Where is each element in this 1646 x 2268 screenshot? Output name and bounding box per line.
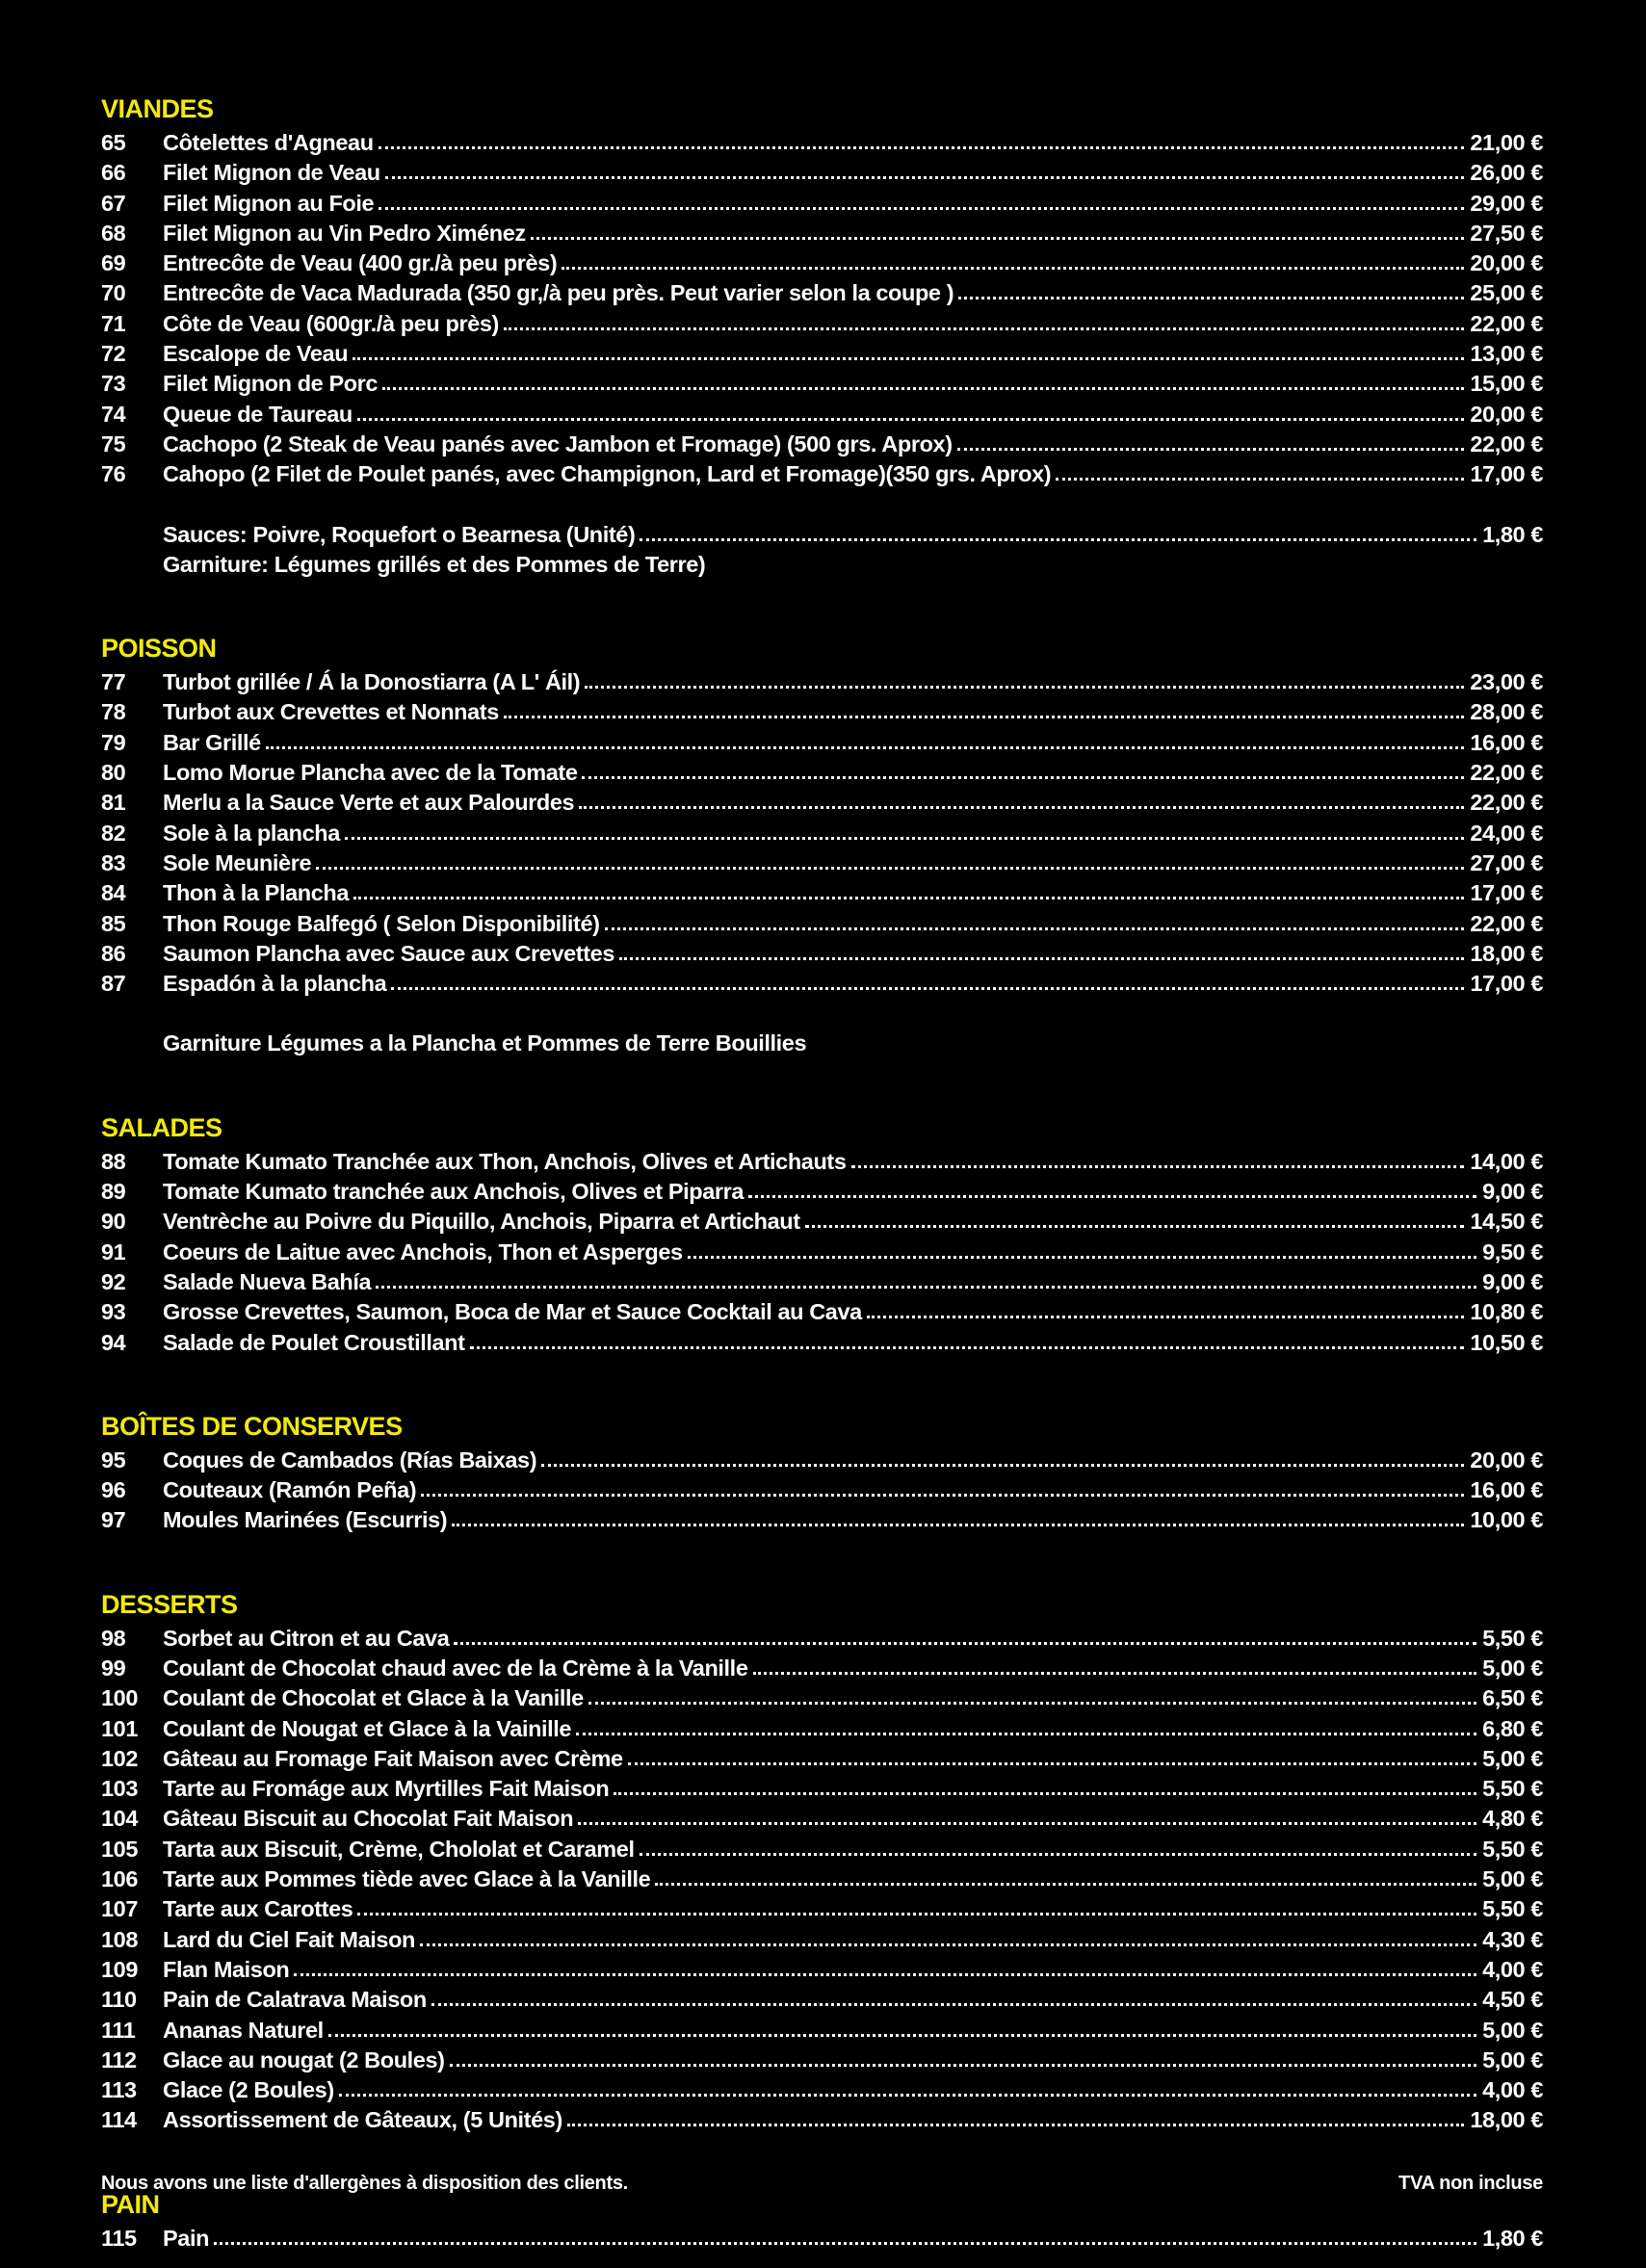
item-number: 101	[101, 1715, 139, 1741]
menu-item-row	[101, 2046, 1543, 2075]
item-name: Gâteau au Fromage Fait Maison avec Crème	[163, 1745, 623, 1771]
item-price: 9,50 €	[1482, 1238, 1543, 1264]
menu-item-row	[101, 189, 1543, 219]
menu-item-row	[101, 1683, 1543, 1713]
menu-item-row	[101, 728, 1543, 758]
item-number: 81	[101, 790, 126, 816]
item-name: Merlu a la Sauce Verte et aux Palourdes	[163, 790, 575, 816]
item-number: 70	[101, 280, 126, 306]
item-price: 22,00 €	[1470, 430, 1543, 456]
menu-item-row	[101, 1894, 1543, 1924]
dot-leader	[339, 2075, 1476, 2097]
item-number: 99	[101, 1655, 126, 1681]
item-name: Lomo Morue Plancha avec de la Tomate	[163, 760, 578, 786]
item-name: Tomate Kumato tranchée aux Anchois, Olives et Piparra	[163, 1179, 745, 1205]
item-name: Thon à la Plancha	[163, 880, 349, 906]
item-price: 14,00 €	[1470, 1148, 1543, 1174]
item-number: 90	[101, 1209, 126, 1235]
item-number: 104	[101, 1806, 139, 1832]
dot-leader	[585, 667, 1464, 689]
menu-item-row	[101, 1328, 1543, 1358]
item-price: 10,80 €	[1470, 1299, 1543, 1325]
menu-item-row	[101, 459, 1543, 489]
item-price: 26,00 €	[1470, 160, 1543, 186]
menu-section	[101, 634, 1543, 1059]
dot-leader	[357, 400, 1465, 421]
item-name: Lard du Ciel Fait Maison	[163, 1926, 415, 1952]
menu-sections	[101, 94, 1543, 2254]
item-price: 24,00 €	[1470, 820, 1543, 846]
menu-item-row	[101, 758, 1543, 788]
dot-leader	[748, 1177, 1476, 1198]
menu-item-row	[101, 219, 1543, 248]
item-price: 4,00 €	[1482, 1956, 1543, 1982]
menu-item-row	[101, 2075, 1543, 2105]
item-number: 79	[101, 729, 126, 755]
item-name: Cahopo (2 Filet de Poulet panés, avec Champignon, Lard et Fromage)(350 grs. Aprox)	[163, 461, 1052, 487]
menu-item-row	[101, 128, 1543, 158]
item-number: 98	[101, 1625, 126, 1651]
menu-item-row	[101, 788, 1543, 818]
item-number: 75	[101, 430, 126, 456]
footer	[101, 2173, 1543, 2195]
item-name: Bar Grillé	[163, 729, 261, 755]
dot-leader	[851, 1147, 1465, 1168]
dot-leader	[531, 219, 1465, 240]
item-price: 13,00 €	[1470, 341, 1543, 367]
dot-leader	[655, 1864, 1476, 1886]
menu-item-row	[101, 909, 1543, 939]
item-number: 67	[101, 190, 126, 216]
item-name: Tarte aux Carottes	[163, 1896, 353, 1922]
item-price: 22,00 €	[1470, 910, 1543, 936]
item-name: Coulant de Chocolat chaud avec de la Crème à la Vanille	[163, 1655, 748, 1681]
dot-leader	[504, 309, 1464, 330]
item-name: Salade de Poulet Croustillant	[163, 1329, 465, 1355]
item-number: 115	[101, 2225, 137, 2251]
dot-leader	[640, 1835, 1476, 1856]
item-name: Tarta aux Biscuit, Crème, Chololat et Caramel	[163, 1836, 635, 1862]
item-number: 103	[101, 1776, 139, 1802]
item-number: 78	[101, 699, 126, 725]
item-name: Cachopo (2 Steak de Veau panés avec Jambon et Fromage) (500 grs. Aprox)	[163, 430, 953, 456]
item-name: Ananas Naturel	[163, 2017, 324, 2043]
item-number: 80	[101, 760, 126, 786]
item-number: 84	[101, 880, 126, 906]
item-name: Filet Mignon au Foie	[163, 190, 375, 216]
dot-leader	[541, 1446, 1464, 1467]
dot-leader	[379, 128, 1465, 149]
item-number: 96	[101, 1477, 126, 1503]
menu-item-row	[101, 819, 1543, 848]
item-price: 6,80 €	[1482, 1715, 1543, 1741]
dot-leader	[562, 248, 1464, 270]
item-number: 111	[101, 2017, 136, 2043]
menu-item-row	[101, 1804, 1543, 1834]
item-number: 83	[101, 849, 126, 875]
section-heading: VIANDES	[101, 94, 214, 123]
dot-leader	[316, 848, 1464, 870]
item-number: 107	[101, 1896, 139, 1922]
dot-leader	[688, 1238, 1476, 1259]
menu-item-row	[101, 1925, 1543, 1955]
item-name: Ventrèche au Poivre du Piquillo, Anchois, Piparra et Artichaut	[163, 1209, 800, 1235]
item-price: 23,00 €	[1470, 669, 1543, 695]
item-name: Queue de Taureau	[163, 401, 353, 427]
menu-item-row	[101, 969, 1543, 999]
item-name: Assortissement de Gâteaux, (5 Unités)	[163, 2107, 562, 2133]
item-price: 5,00 €	[1482, 2017, 1543, 2043]
menu-item-row	[101, 1774, 1543, 1804]
menu-item-row	[101, 430, 1543, 459]
item-number: 109	[101, 1956, 139, 1982]
dot-leader	[382, 369, 1464, 390]
item-number: 113	[101, 2077, 137, 2103]
item-number: 114	[101, 2107, 137, 2133]
item-price: 4,30 €	[1482, 1926, 1543, 1952]
note-text: Garniture Légumes a la Plancha et Pommes de Terre Bouillies	[163, 1030, 807, 1056]
item-price: 5,50 €	[1482, 1896, 1543, 1922]
menu-item-row	[101, 697, 1543, 727]
item-price: 9,00 €	[1482, 1268, 1543, 1294]
item-number: 88	[101, 1148, 126, 1174]
dot-leader	[605, 909, 1465, 930]
item-name: Glace (2 Boules)	[163, 2077, 334, 2103]
item-price: 10,00 €	[1470, 1507, 1543, 1533]
item-number: 108	[101, 1926, 139, 1952]
item-price: 5,00 €	[1482, 2046, 1543, 2072]
item-name: Filet Mignon au Vin Pedro Ximénez	[163, 220, 526, 246]
section-heading: SALADES	[101, 1112, 222, 1142]
section-heading: PAIN	[101, 2189, 160, 2219]
item-price: 14,50 €	[1470, 1209, 1543, 1235]
dot-leader	[628, 1744, 1476, 1765]
item-price: 5,00 €	[1482, 1745, 1543, 1771]
item-name: Turbot grillée / Á la Donostiarra (A L' Áil)	[163, 669, 581, 695]
item-name: Côte de Veau (600gr./à peu près)	[163, 310, 499, 336]
menu-item-row	[101, 1624, 1543, 1654]
item-price: 17,00 €	[1470, 461, 1543, 487]
item-number: 65	[101, 130, 126, 155]
item-price: 29,00 €	[1470, 190, 1543, 216]
menu-item-row	[101, 1955, 1543, 1985]
item-name: Tarte au Fromáge aux Myrtilles Fait Maison	[163, 1776, 610, 1802]
dot-leader	[450, 2046, 1477, 2067]
menu-item-row	[101, 1207, 1543, 1237]
item-name: Filet Mignon de Veau	[163, 160, 380, 186]
dot-leader	[504, 697, 1465, 718]
item-price: 27,50 €	[1470, 220, 1543, 246]
item-price: 6,50 €	[1482, 1685, 1543, 1711]
menu-item-row	[101, 339, 1543, 369]
item-name: Turbot aux Crevettes et Nonnats	[163, 699, 499, 725]
item-price: 17,00 €	[1470, 971, 1543, 997]
item-price: 17,00 €	[1470, 880, 1543, 906]
item-number: 73	[101, 371, 126, 397]
dot-leader	[452, 1505, 1464, 1526]
menu-section	[101, 94, 1543, 580]
menu-item-row	[101, 248, 1543, 278]
menu-item-row	[101, 309, 1543, 339]
item-price: 4,00 €	[1482, 2077, 1543, 2103]
dot-leader	[805, 1207, 1465, 1228]
item-number: 94	[101, 1329, 126, 1355]
item-number: 95	[101, 1447, 126, 1473]
dot-leader	[294, 1955, 1476, 1976]
dot-leader	[588, 1683, 1476, 1705]
item-price: 21,00 €	[1470, 130, 1543, 155]
note-row	[101, 550, 1543, 580]
item-price: 1,80 €	[1482, 2225, 1543, 2251]
section-heading: DESSERTS	[101, 1589, 238, 1619]
section-notes	[101, 520, 1543, 581]
item-name: Espadón à la plancha	[163, 971, 387, 997]
item-name: Gâteau Biscuit au Chocolat Fait Maison	[163, 1806, 574, 1832]
item-price: 5,50 €	[1482, 1836, 1543, 1862]
dot-leader	[470, 1328, 1465, 1349]
item-price: 20,00 €	[1470, 250, 1543, 276]
menu-item-row	[101, 1864, 1543, 1894]
allergen-note: Nous avons une liste d'allergènes à disposition des clients.	[101, 2173, 628, 2194]
note-row	[101, 1029, 1543, 1058]
section-heading: POISSON	[101, 634, 217, 664]
item-price: 20,00 €	[1470, 401, 1543, 427]
menu-item-row	[101, 1446, 1543, 1475]
menu-item-row	[101, 2016, 1543, 2046]
menu-item-row	[101, 2224, 1543, 2254]
menu-item-row	[101, 1835, 1543, 1864]
menu-section	[101, 2190, 1543, 2254]
menu-item-row	[101, 878, 1543, 908]
menu-item-row	[101, 1238, 1543, 1267]
item-name: Salade Nueva Bahía	[163, 1268, 372, 1294]
note-row	[101, 520, 1543, 550]
dot-leader	[353, 878, 1464, 899]
item-price: 22,00 €	[1470, 760, 1543, 786]
item-price: 25,00 €	[1470, 280, 1543, 306]
item-number: 87	[101, 971, 126, 997]
item-price: 5,50 €	[1482, 1776, 1543, 1802]
item-number: 68	[101, 220, 126, 246]
menu-item-row	[101, 400, 1543, 430]
item-name: Côtelettes d'Agneau	[163, 130, 374, 155]
dot-leader	[958, 278, 1464, 300]
menu-item-row	[101, 1297, 1543, 1327]
item-number: 100	[101, 1685, 139, 1711]
note-text: Garniture: Légumes grillés et des Pommes de Terre)	[163, 551, 706, 577]
item-number: 71	[101, 310, 126, 336]
dot-leader	[582, 758, 1464, 779]
dot-leader	[421, 1475, 1464, 1497]
section-notes	[101, 1029, 1543, 1058]
menu-item-row	[101, 369, 1543, 399]
dot-leader	[353, 339, 1464, 360]
dot-leader	[214, 2224, 1476, 2245]
item-name: Escalope de Veau	[163, 341, 349, 367]
item-price: 4,50 €	[1482, 1987, 1543, 2013]
menu-item-row	[101, 278, 1543, 308]
item-name: Entrecôte de Veau (400 gr./à peu près)	[163, 250, 558, 276]
menu-item-row	[101, 1475, 1543, 1505]
menu-item-row	[101, 1267, 1543, 1297]
item-name: Pain de Calatrava Maison	[163, 1987, 427, 2013]
dot-leader	[578, 1804, 1476, 1825]
item-price: 10,50 €	[1470, 1329, 1543, 1355]
dot-leader	[454, 1624, 1476, 1645]
item-name: Pain	[163, 2225, 210, 2251]
menu-item-row	[101, 2105, 1543, 2135]
menu-item-row	[101, 1714, 1543, 1744]
item-name: Glace au nougat (2 Boules)	[163, 2046, 445, 2072]
item-number: 72	[101, 341, 126, 367]
item-number: 93	[101, 1299, 126, 1325]
item-price: 22,00 €	[1470, 790, 1543, 816]
menu-item-row	[101, 1147, 1543, 1177]
item-name: Tomate Kumato Tranchée aux Thon, Anchois, Olives et Artichauts	[163, 1148, 847, 1174]
item-number: 77	[101, 669, 126, 695]
item-name: Filet Mignon de Porc	[163, 371, 379, 397]
dot-leader	[357, 1894, 1476, 1916]
menu-item-row	[101, 667, 1543, 697]
menu-item-row	[101, 848, 1543, 878]
menu-section	[101, 1113, 1543, 1358]
item-price: 4,80 €	[1482, 1806, 1543, 1832]
item-number: 74	[101, 401, 126, 427]
menu-item-row	[101, 939, 1543, 969]
dot-leader	[867, 1297, 1465, 1318]
dot-leader	[328, 2016, 1476, 2037]
dot-leader	[576, 1714, 1476, 1735]
item-price: 16,00 €	[1470, 729, 1543, 755]
item-name: Saumon Plancha avec Sauce aux Crevettes	[163, 940, 614, 966]
menu-item-row	[101, 1177, 1543, 1207]
item-number: 85	[101, 910, 126, 936]
note-text: Sauces: Poivre, Roquefort o Bearnesa (Unité)	[163, 521, 636, 547]
menu-section	[101, 1412, 1543, 1536]
item-price: 27,00 €	[1470, 849, 1543, 875]
menu-item-row	[101, 1744, 1543, 1774]
item-price: 15,00 €	[1470, 371, 1543, 397]
dot-leader	[1056, 459, 1464, 481]
item-name: Sole à la plancha	[163, 820, 340, 846]
dot-leader	[619, 939, 1464, 960]
item-name: Thon Rouge Balfegó ( Selon Disponibilité)	[163, 910, 600, 936]
menu-item-row	[101, 1985, 1543, 2015]
item-number: 102	[101, 1745, 139, 1771]
dot-leader	[753, 1654, 1477, 1675]
menu-item-row	[101, 158, 1543, 188]
item-number: 66	[101, 160, 126, 186]
item-price: 18,00 €	[1470, 2107, 1543, 2133]
item-price: 28,00 €	[1470, 699, 1543, 725]
menu-section	[101, 1590, 1543, 2136]
item-name: Coulant de Chocolat et Glace à la Vanille	[163, 1685, 584, 1711]
item-number: 97	[101, 1507, 126, 1533]
item-name: Sorbet au Citron et au Cava	[163, 1625, 450, 1651]
item-price: 5,00 €	[1482, 1655, 1543, 1681]
dot-leader	[420, 1925, 1476, 1946]
item-number: 82	[101, 820, 126, 846]
dot-leader	[957, 430, 1465, 451]
dot-leader	[376, 1267, 1476, 1289]
item-number: 86	[101, 940, 126, 966]
item-price: 22,00 €	[1470, 310, 1543, 336]
menu-item-row	[101, 1505, 1543, 1535]
note-price: 1,80 €	[1482, 521, 1543, 547]
dot-leader	[385, 158, 1465, 179]
item-name: Moules Marinées (Escurris)	[163, 1507, 448, 1533]
item-number: 76	[101, 461, 126, 487]
item-price: 18,00 €	[1470, 940, 1543, 966]
dot-leader	[391, 969, 1464, 990]
item-name: Flan Maison	[163, 1956, 290, 1982]
item-price: 5,00 €	[1482, 1866, 1543, 1892]
item-number: 110	[101, 1987, 137, 2013]
tva-note: TVA non incluse	[1398, 2173, 1543, 2194]
item-number: 92	[101, 1268, 126, 1294]
menu-item-row	[101, 1654, 1543, 1683]
item-price: 20,00 €	[1470, 1447, 1543, 1473]
dot-leader	[614, 1774, 1476, 1795]
item-name: Tarte aux Pommes tiède avec Glace à la Vanille	[163, 1866, 651, 1892]
dot-leader	[579, 788, 1464, 809]
dot-leader	[379, 189, 1464, 210]
dot-leader	[345, 819, 1465, 840]
item-price: 16,00 €	[1470, 1477, 1543, 1503]
item-number: 106	[101, 1866, 139, 1892]
dot-leader	[640, 520, 1476, 541]
dot-leader	[266, 728, 1465, 749]
item-number: 89	[101, 1179, 126, 1205]
section-heading: BOÎTES DE CONSERVES	[101, 1411, 403, 1441]
item-name: Coulant de Nougat et Glace à la Vainille	[163, 1715, 572, 1741]
dot-leader	[431, 1985, 1476, 2006]
item-name: Sole Meunière	[163, 849, 312, 875]
item-price: 9,00 €	[1482, 1179, 1543, 1205]
item-name: Couteaux (Ramón Peña)	[163, 1477, 417, 1503]
item-number: 91	[101, 1238, 126, 1264]
item-name: Grosse Crevettes, Saumon, Boca de Mar et Sauce Cocktail au Cava	[163, 1299, 862, 1325]
item-name: Coques de Cambados (Rías Baixas)	[163, 1447, 537, 1473]
item-number: 105	[101, 1836, 139, 1862]
dot-leader	[567, 2105, 1465, 2126]
item-number: 69	[101, 250, 126, 276]
item-price: 5,50 €	[1482, 1625, 1543, 1651]
item-name: Coeurs de Laitue avec Anchois, Thon et Asperges	[163, 1238, 683, 1264]
item-name: Entrecôte de Vaca Madurada (350 gr,/à peu près. Peut varier selon la coupe )	[163, 280, 954, 306]
item-number: 112	[101, 2046, 137, 2072]
